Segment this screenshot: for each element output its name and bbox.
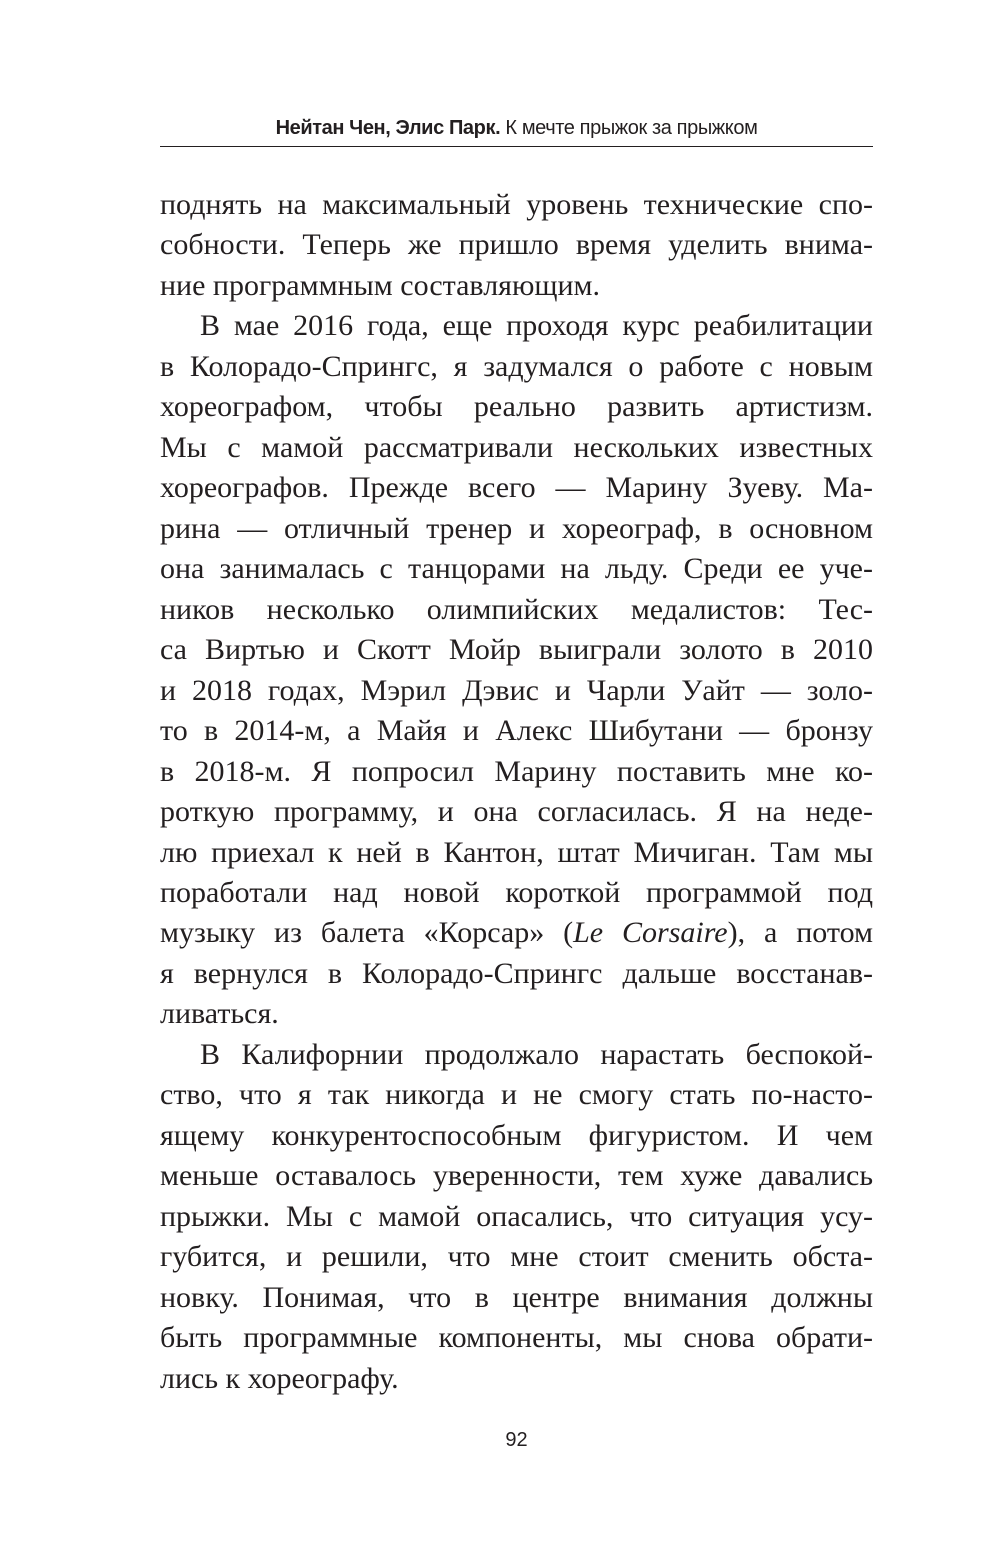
text-line: лись к хореографу. xyxy=(160,1361,399,1395)
running-head-title: К мечте прыжок за прыжком xyxy=(505,117,758,139)
text-line: поднять на максимальный уровень технические спо- xyxy=(160,188,873,221)
text-line: рина — отличный тренер и хореограф, в основном xyxy=(160,511,873,545)
text-line: собности. Теперь же пришло время уделить внима- xyxy=(160,228,873,262)
page-number: 92 xyxy=(505,1429,528,1451)
running-head xyxy=(160,116,873,140)
text-line: Мы с мамой рассматривали нескольких известных xyxy=(160,430,873,464)
text-line: ние программным составляющим. xyxy=(160,268,601,302)
paragraph-1 xyxy=(160,185,873,306)
text-line: са Виртью и Скотт Мойр выиграли золото в 2010 xyxy=(160,633,873,667)
text-line: быть программные компоненты, мы снова обрати- xyxy=(160,1321,873,1355)
text-line: ников несколько олимпийских медалистов: Тес- xyxy=(160,592,873,626)
text-line: роткую программу, и она согласилась. Я на неде- xyxy=(160,795,873,829)
text-segment: музыку из балета «Корсар» ( xyxy=(160,916,574,950)
body-text xyxy=(160,185,873,1399)
text-line: прыжки. Мы с мамой опасались, что ситуация усу- xyxy=(160,1199,873,1233)
text-line: хореографом, чтобы реально развить артистизм. xyxy=(160,390,873,424)
running-head-authors: Нейтан Чен, Элис Парк. xyxy=(275,117,501,139)
text-line: В мае 2016 года, еще проходя курс реабилитации xyxy=(200,309,873,343)
text-line: и 2018 годах, Мэрил Дэвис и Чарли Уайт — золо- xyxy=(160,673,873,707)
text-line: ство, что я так никогда и не смогу стать по-насто- xyxy=(160,1078,873,1112)
text-line: губится, и решили, что мне стоит сменить обста- xyxy=(160,1240,873,1274)
italic-title: Le Corsaire xyxy=(573,916,728,950)
text-line: то в 2014-м, а Майя и Алекс Шибутани — бронзу xyxy=(160,714,873,748)
header-rule xyxy=(160,146,873,147)
text-line: хореографов. Прежде всего — Марину Зуеву. Ма- xyxy=(160,471,873,505)
text-line: В Калифорнии продолжало нарастать беспокой- xyxy=(200,1037,873,1071)
text-line: ливаться. xyxy=(160,997,279,1031)
text-line xyxy=(160,913,873,953)
text-line: меньше оставалось уверенности, тем хуже давались xyxy=(160,1159,873,1193)
paragraph-3 xyxy=(160,1035,873,1399)
text-line: поработали над новой короткой программой под xyxy=(160,875,873,909)
text-line: ящему конкурентоспособным фигуристом. И чем xyxy=(160,1118,873,1152)
text-segment: ), а потом xyxy=(727,916,873,950)
text-line: лю приехал к ней в Кантон, штат Мичиган. Там мы xyxy=(160,835,873,869)
text-line: я вернулся в Колорадо-Спрингс дальше восстанав- xyxy=(160,956,873,990)
text-line: в 2018-м. Я попросил Марину поставить мне ко- xyxy=(160,754,873,788)
paragraph-2 xyxy=(160,306,873,1034)
text-line: в Колорадо-Спрингс, я задумался о работе с новым xyxy=(160,349,873,383)
text-line: она занималась с танцорами на льду. Среди ее уче- xyxy=(160,552,873,586)
text-line: новку. Понимая, что в центре внимания должны xyxy=(160,1280,873,1314)
